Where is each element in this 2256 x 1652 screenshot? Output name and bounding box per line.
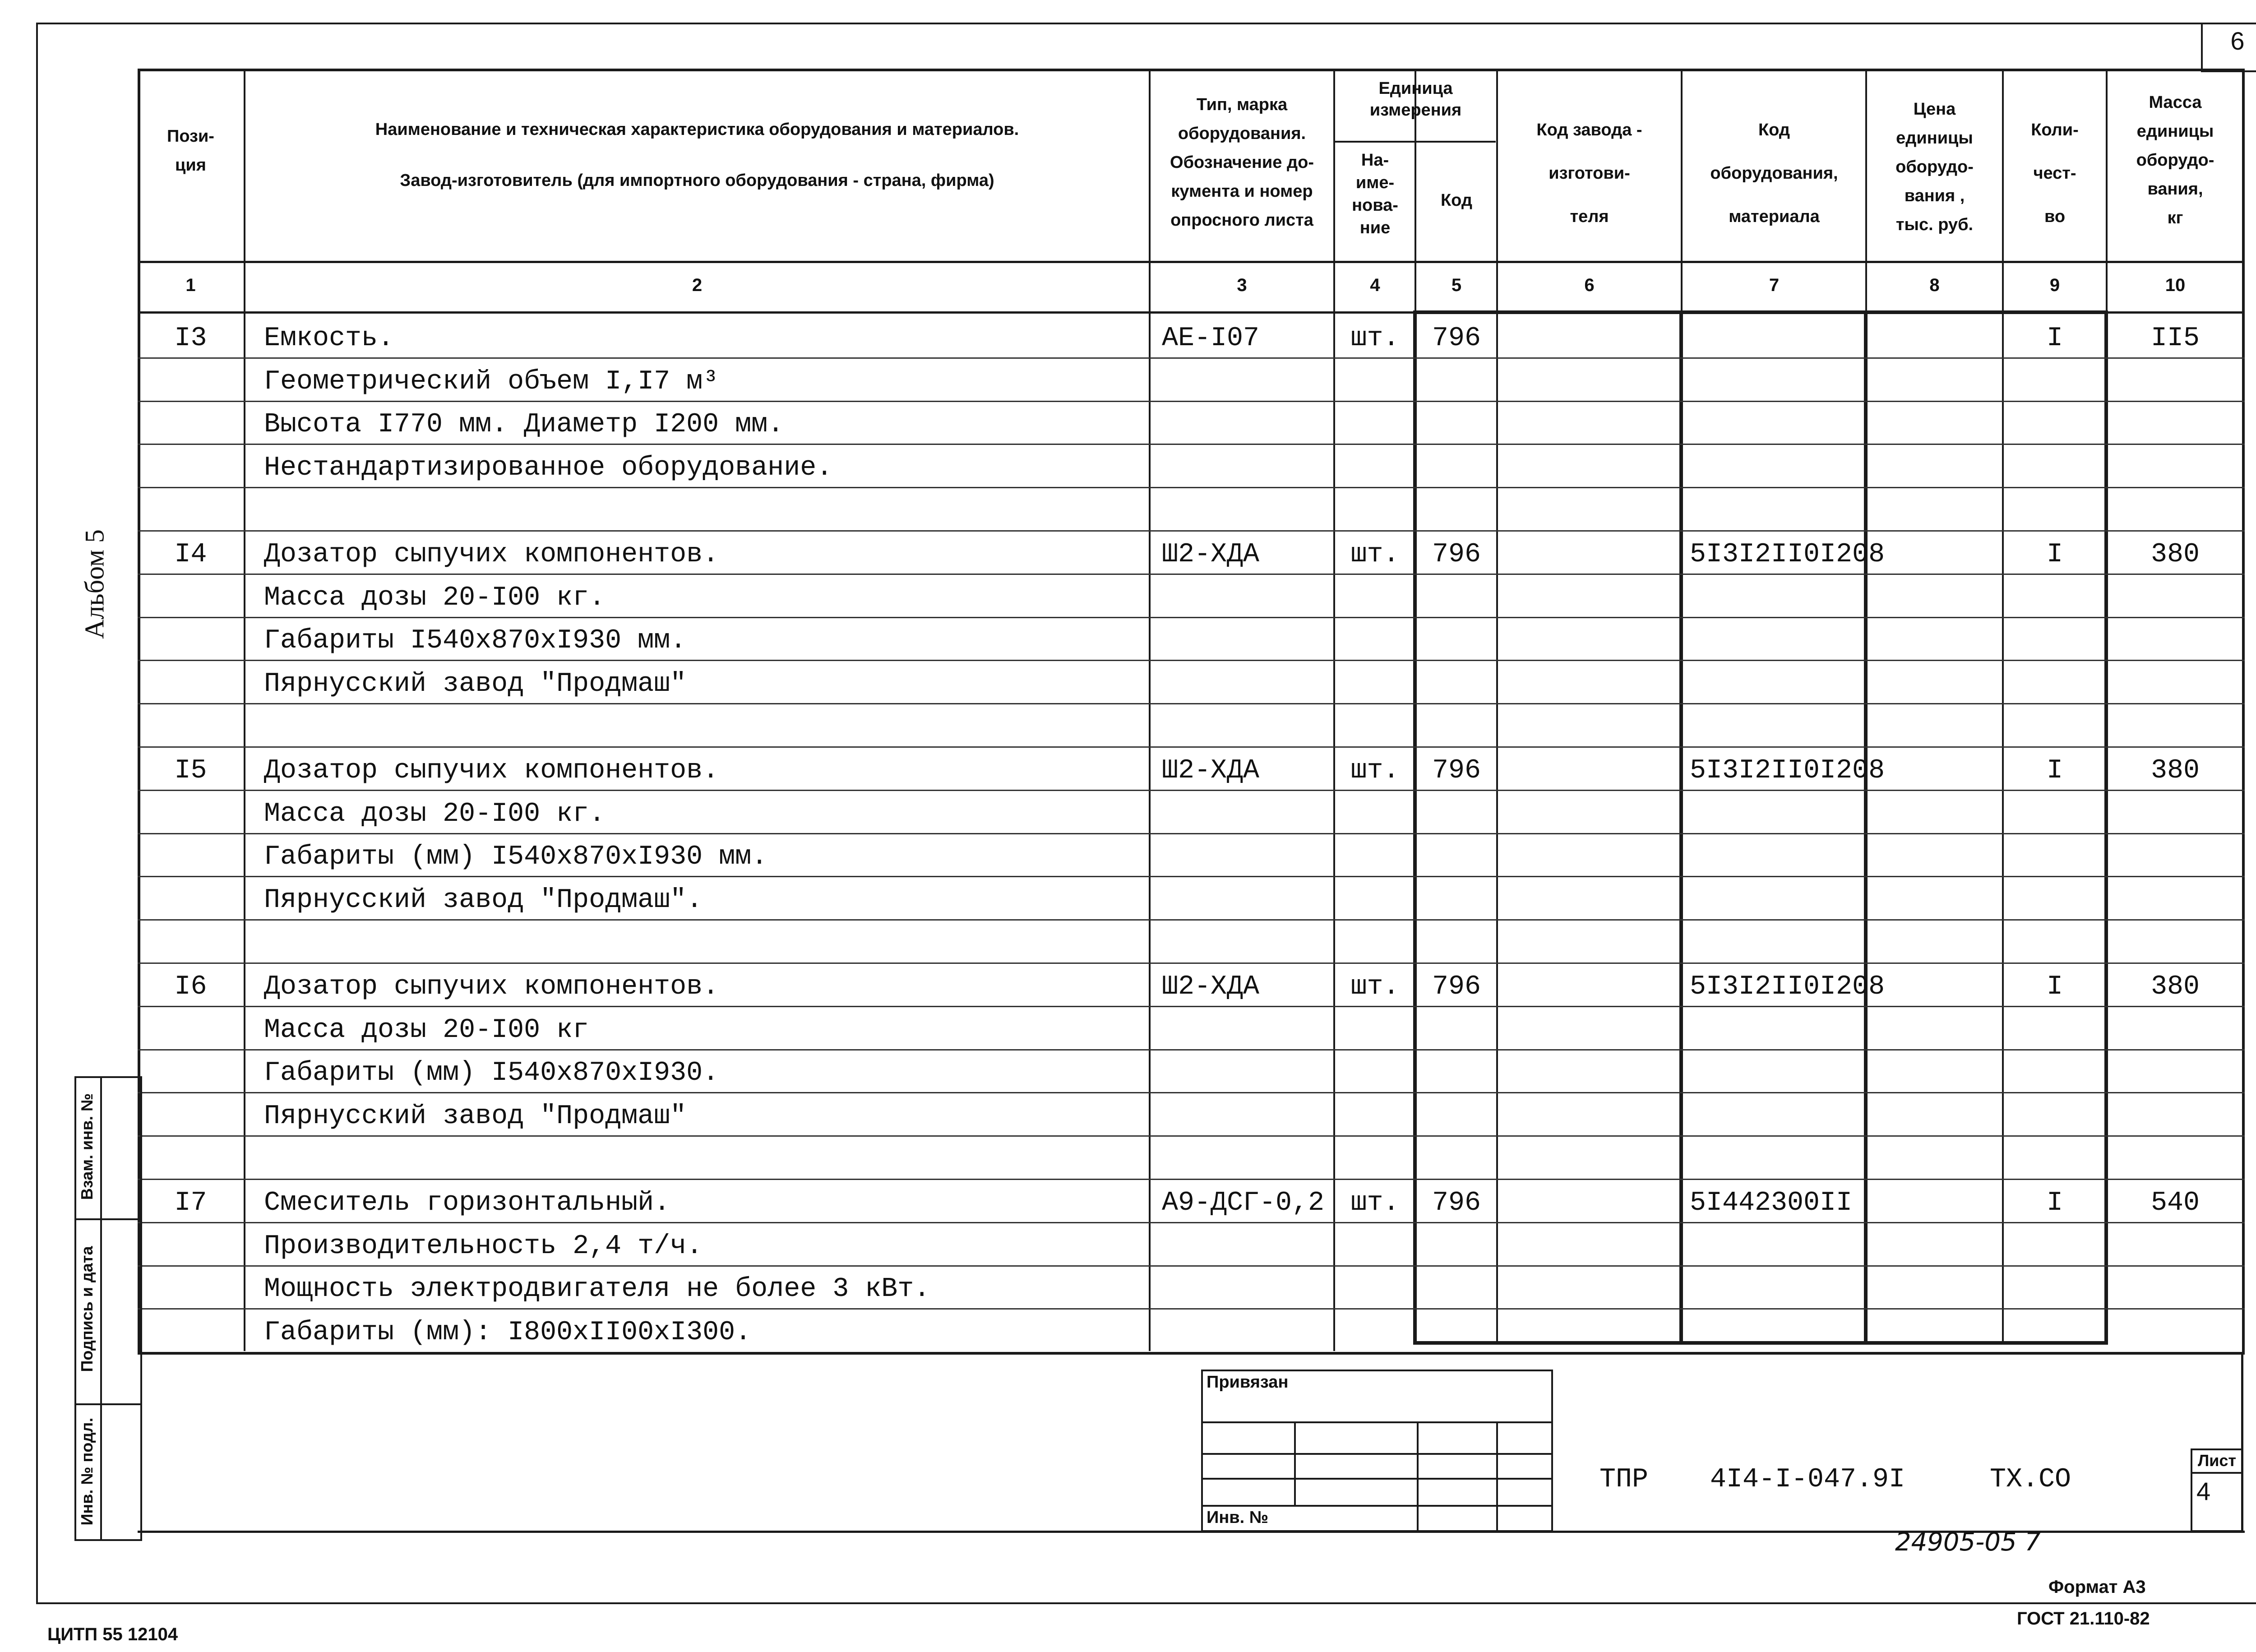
side-stamp-line [74,1218,142,1220]
sheet-number: 4 [2196,1477,2211,1505]
cell-position: I4 [174,539,207,570]
cell-name: Мощность электродвигателя не более 3 кВт. [264,1274,930,1305]
cell-name: Габариты (мм): I800хII00хI300. [264,1317,752,1348]
cell-unit: шт. [1350,323,1400,354]
row-line [138,487,2245,488]
header-unit-group: Единица измерения [1369,79,1462,120]
cell-position: I7 [174,1187,207,1218]
row-line [138,1222,2245,1223]
cell-unit-code: 796 [1432,1187,1481,1218]
cell-unit-code: 796 [1432,755,1481,786]
cell-equip-code: 5I3I2II0I208 [1690,971,1885,1002]
colnum-4: 4 [1370,275,1380,295]
cell-qty: I [2046,1187,2063,1218]
colnum-8: 8 [1929,275,1940,295]
cell-name: Пярнусский завод "Продмаш" [264,669,687,700]
stamp-line [1201,1478,1553,1480]
colnum-5: 5 [1451,275,1462,295]
cell-unit: шт. [1350,539,1400,570]
cell-name: Нестандартизированное оборудование. [264,453,833,484]
header-price: Цена единицы оборудо- вания , тыс. руб. [1895,100,1974,234]
cell-qty: I [2046,323,2063,354]
row-line [138,530,2245,532]
cell-position: I5 [174,755,207,786]
cell-position: I6 [174,971,207,1002]
cell-name: Масса дозы 20-I00 кг [264,1014,589,1046]
cell-unit: шт. [1350,971,1400,1002]
header-name-line2: Завод-изготовитель (для импортного оборудования - страна, фирма) [400,171,994,190]
doc-number: 4I4-I-047.9I [1710,1464,1905,1495]
body-thick-line [1679,311,1683,1345]
row-line [138,790,2245,791]
bound-box [1201,1370,1553,1532]
cell-name: Дозатор сыпучих компонентов. [264,539,719,570]
row-line [138,444,2245,445]
header-mass: Масса единицы оборудо- вания, кг [2136,93,2214,227]
gost-label: ГОСТ 21.110-82 [2017,1609,2150,1629]
cell-equip-code: 5I3I2II0I208 [1690,755,1885,786]
sheet-split [2191,1472,2243,1474]
col-line [1681,69,1683,311]
body-thick-top [1413,310,2108,314]
bound-label: Привязан [1207,1373,1289,1392]
cell-name: Высота I770 мм. Диаметр I200 мм. [264,409,784,440]
body-line [1496,311,1498,1345]
row-line [138,1092,2245,1093]
header-type: Тип, марка оборудования. Обозначение до- кумента и номер опросного листа [1170,95,1314,230]
col-line [244,69,245,1351]
cell-type: Ш2-ХДА [1162,755,1260,786]
header-position: Пози- ция [167,127,214,175]
inv-label: Инв. № [1207,1508,1269,1527]
cell-name: Дозатор сыпучих компонентов. [264,971,719,1002]
row-line [138,1049,2245,1050]
cell-name: Пярнусский завод "Продмаш" [264,1101,687,1132]
row-line [138,1135,2245,1137]
cell-unit: шт. [1350,1187,1400,1218]
cell-name: Геометрический объем I,I7 м³ [264,366,719,397]
header-factory-code: Код завода - изготови- теля [1536,120,1642,226]
album-label: Альбом 5 [79,529,110,639]
stamp-line [1201,1453,1553,1455]
cell-type: Ш2-ХДА [1162,971,1260,1002]
cell-type: АЕ-I07 [1162,323,1260,354]
stamp-line [1201,1421,1553,1423]
row-line [138,660,2245,661]
cell-name: Дозатор сыпучих компонентов. [264,755,719,786]
cell-mass: 380 [2150,971,2200,1002]
side-podpis: Подпись и дата [78,1246,96,1372]
unit-header-split [1333,141,1496,143]
stamp-line [1201,1505,1553,1507]
bottom-left-code: ЦИТП 55 12104 [47,1624,178,1644]
cell-unit: шт. [1350,755,1400,786]
cell-name: Масса дозы 20-I00 кг. [264,798,606,829]
colnum-7: 7 [1769,275,1780,295]
handwritten-number: 24905-05 7 [1895,1527,2041,1557]
colnum-1: 1 [185,275,196,295]
row-line [138,876,2245,877]
stamp-vline [1417,1421,1419,1532]
header-name-line1: Наименование и техническая характеристика оборудования и материалов. [375,120,1019,139]
cell-name: Габариты (мм) I540х870хI930 мм. [264,842,768,873]
body-thick-bottom [1413,1341,2108,1345]
cell-name: Масса дозы 20-I00 кг. [264,582,606,613]
cell-equip-code: 5I3I2II0I208 [1690,539,1885,570]
row-line [138,963,2245,964]
colnum-2: 2 [692,275,703,295]
header-unit-code: Код [1440,191,1473,210]
cell-qty: I [2046,971,2063,1002]
row-line [138,1265,2245,1267]
row-line [138,833,2245,834]
cell-mass: 380 [2150,539,2200,570]
colnum-3: 3 [1237,275,1247,295]
colnum-10: 10 [2165,275,2186,295]
doc-suffix: ТХ.СО [1990,1464,2071,1495]
cell-qty: I [2046,755,2063,786]
cell-mass: 380 [2150,755,2200,786]
row-line [138,703,2245,704]
row-line [138,1006,2245,1007]
format-label: Формат А3 [2048,1577,2146,1597]
cell-qty: I [2046,539,2063,570]
header-qty: Коли- чест- во [2031,120,2079,226]
side-stamp-line [100,1076,102,1541]
side-vzam: Взам. инв. № [78,1093,96,1200]
row-line [138,919,2245,921]
col-line [1149,69,1151,1351]
row-line [138,617,2245,618]
row-line [138,1308,2245,1310]
row-line [138,746,2245,748]
cell-name: Габариты (мм) I540х870хI930. [264,1058,719,1089]
header-unit-name: На- име- нова- ние [1352,151,1398,237]
cell-unit-code: 796 [1432,971,1481,1002]
cell-name: Пярнусский завод "Продмаш". [264,885,703,916]
col-line [1333,69,1335,1351]
colnum-6: 6 [1584,275,1595,295]
cell-mass: II5 [2150,323,2200,354]
header-bottom-line [138,261,2245,263]
header-equip-code: Код оборудования, материала [1710,120,1838,226]
cell-unit-code: 796 [1432,539,1481,570]
side-inv-podl: Инв. № подл. [78,1417,96,1526]
cell-mass: 540 [2150,1187,2200,1218]
colnum-9: 9 [2049,275,2060,295]
stamp-vline [1496,1421,1498,1532]
cell-equip-code: 5I442300II [1690,1187,1853,1218]
cell-type: Ш2-ХДА [1162,539,1260,570]
row-line [138,401,2245,402]
cell-position: I3 [174,323,207,354]
row-line [138,357,2245,359]
cell-name: Производительность 2,4 т/ч. [264,1231,703,1262]
page-number: 6 [2230,27,2245,55]
sheet-label: Лист [2197,1451,2237,1470]
cell-type: А9-ДСГ-0,2 [1162,1187,1325,1218]
cell-name: Габариты I540х870хI930 мм. [264,625,687,657]
cell-name: Смеситель горизонтальный. [264,1187,670,1218]
cell-name: Емкость. [264,323,394,354]
cell-unit-code: 796 [1432,323,1481,354]
row-line [138,574,2245,575]
stamp-vline [1294,1421,1296,1505]
row-line [138,1179,2245,1180]
doc-prefix: ТПР [1600,1464,1649,1495]
